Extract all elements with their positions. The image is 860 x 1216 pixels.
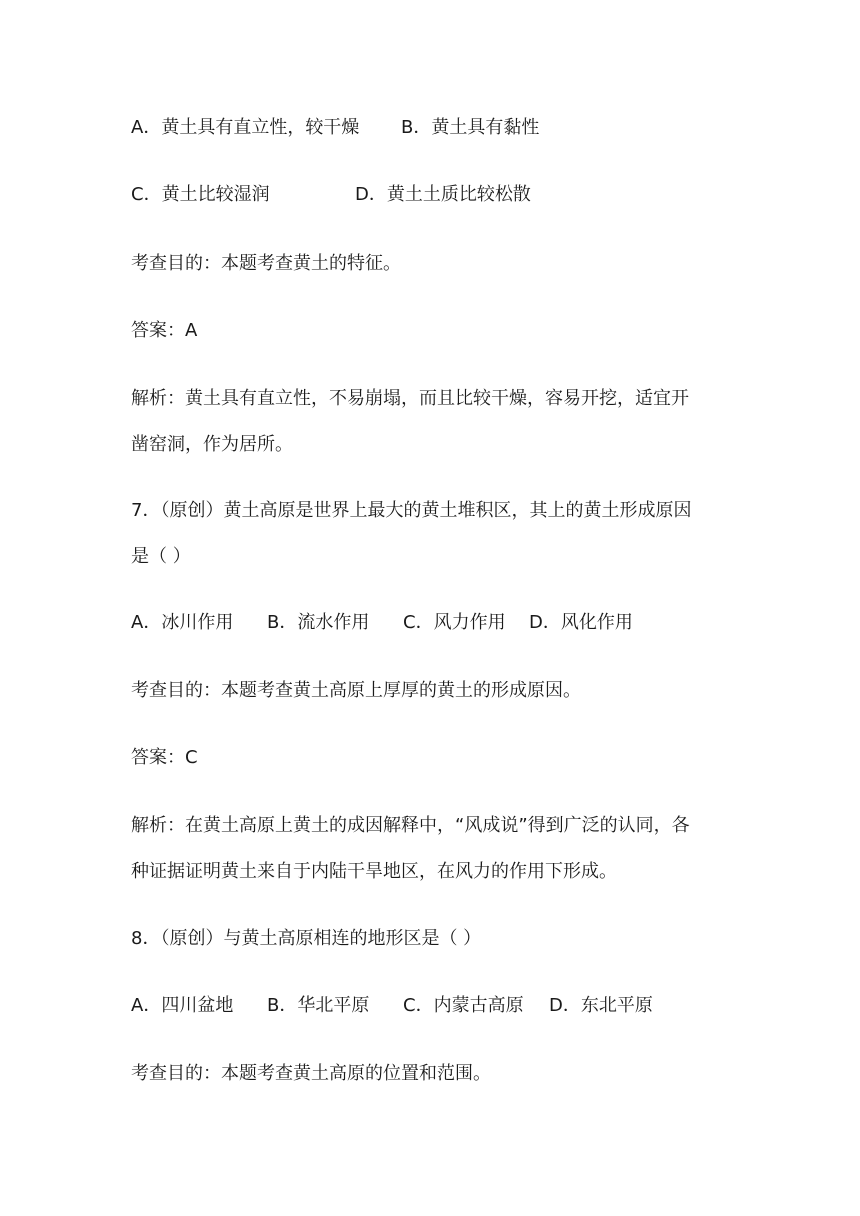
q6-option-a: A．黄土具有直立性，较干燥	[131, 117, 360, 138]
q8-option-a: A．四川盆地	[131, 995, 234, 1016]
q8-purpose: 考查目的：本题考查黄土高原的位置和范围。	[131, 1063, 491, 1084]
q7-option-c: C．风力作用	[403, 612, 506, 633]
q6-purpose: 考查目的：本题考查黄土的特征。	[131, 253, 401, 274]
q8-options	[131, 995, 741, 1017]
q7-stem-line1: 7．（原创）黄土高原是世界上最大的黄土堆积区，其上的黄土形成原因	[131, 500, 692, 521]
q7-stem-line2: 是（ ）	[131, 546, 191, 567]
q6-answer: 答案：A	[131, 320, 198, 341]
q7-analysis-line2: 种证据证明黄土来自于内陆干旱地区，在风力的作用下形成。	[131, 861, 617, 882]
q6-options-row1	[131, 117, 741, 139]
q7-option-b: B．流水作用	[267, 612, 370, 633]
q6-options-row2	[131, 184, 741, 206]
q6-option-d: D．黄土土质比较松散	[355, 184, 531, 205]
q8-option-b: B．华北平原	[267, 995, 370, 1016]
q8-stem: 8．（原创）与黄土高原相连的地形区是（ ）	[131, 928, 482, 949]
q7-purpose: 考查目的：本题考查黄土高原上厚厚的黄土的形成原因。	[131, 680, 581, 701]
q6-analysis-line1: 解析：黄土具有直立性，不易崩塌，而且比较干燥，容易开挖，适宜开	[131, 388, 689, 409]
q7-answer: 答案：C	[131, 747, 198, 768]
q7-option-a: A．冰川作用	[131, 612, 234, 633]
q7-analysis-line1: 解析：在黄土高原上黄土的成因解释中，“风成说”得到广泛的认同，各	[131, 815, 690, 836]
q6-option-c: C．黄土比较湿润	[131, 184, 270, 205]
q8-option-c: C．内蒙古高原	[403, 995, 524, 1016]
q6-option-b: B．黄土具有黏性	[401, 117, 540, 138]
q6-analysis-line2: 凿窑洞，作为居所。	[131, 434, 293, 455]
q7-option-d: D．风化作用	[529, 612, 633, 633]
q7-options	[131, 612, 741, 634]
q8-option-d: D．东北平原	[549, 995, 653, 1016]
